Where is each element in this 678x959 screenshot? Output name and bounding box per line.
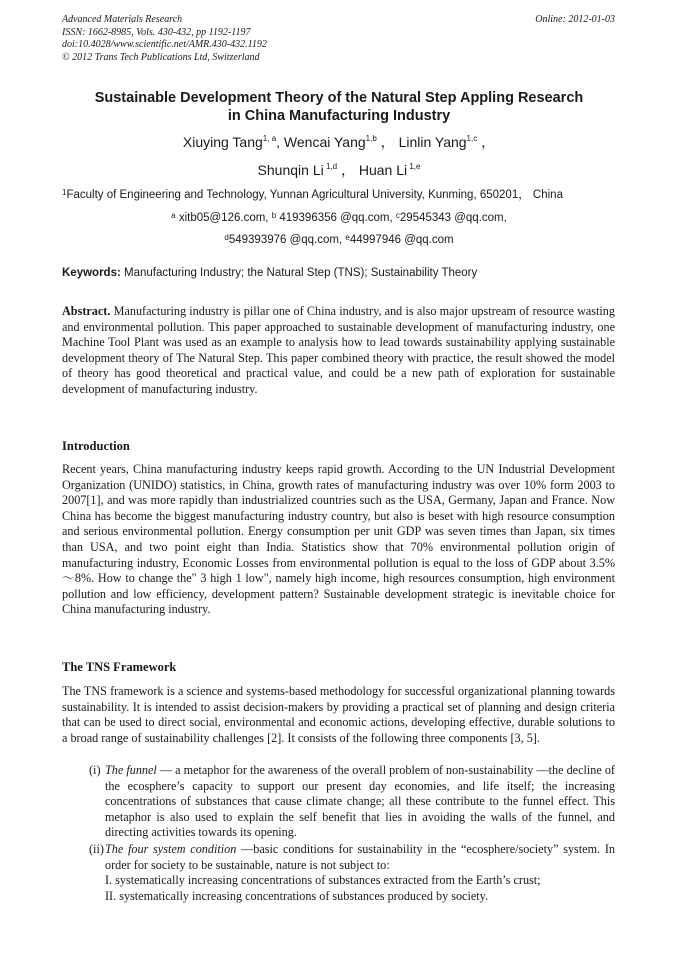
keywords-label: Keywords: bbox=[62, 267, 121, 279]
sub-list-item: I. systematically increasing concentrations of substances extracted from the Earth’s crust; bbox=[105, 873, 541, 887]
affiliation-superscript: 1 bbox=[62, 188, 67, 197]
abstract-label: Abstract. bbox=[62, 304, 111, 318]
title-line-1: Sustainable Development Theory of the Natural Step Appling Research bbox=[94, 90, 584, 106]
title-line-2: in China Manufacturing Industry bbox=[227, 108, 451, 124]
list-item-label: (i) bbox=[89, 763, 101, 777]
introduction-heading: Introduction bbox=[62, 439, 130, 453]
author-superscript: 1,c bbox=[466, 134, 478, 143]
author-separator: ， bbox=[337, 162, 359, 178]
email-address: 549393976 @qq.com, bbox=[228, 234, 346, 246]
tns-heading: The TNS Framework bbox=[62, 660, 177, 674]
author-name: Xiuying Tang bbox=[182, 134, 263, 150]
author-line-2 bbox=[40, 161, 638, 179]
abstract bbox=[62, 304, 615, 398]
email-line-1 bbox=[40, 211, 638, 226]
abstract-text: Manufacturing industry is pillar one of China industry, and is also major upstream of resource wasting and environmental pollution. This paper approached to sustainable development of manufacturing industry, one Machine Tool Plant was used as an example to analysis how to lead towards sustainability applying sustainable development theory of The Natural Step. This paper combined theory with practice, the result showed the model of theory has good theoretical and practical value, and could be a new path of exploration for sustainable development of manufacturing industry. bbox=[62, 304, 615, 396]
tns-text: The TNS framework is a science and systems-based methodology for successful organizational planning towards sustainability. It is intended to assist decision-makers by providing a practical set of planning and design criteria that can be used to direct social, environmental and economic actions, developing effective, durable solutions to a broad range of sustainability challenges [2]. It consists of the following three components [3, 5]. bbox=[62, 684, 615, 745]
keywords bbox=[62, 266, 622, 281]
email-address: 44997946 @qq.com bbox=[349, 234, 454, 246]
list-item-label: (ii) bbox=[89, 842, 104, 856]
author-name: Huan Li bbox=[358, 162, 408, 178]
email-superscript: b bbox=[271, 211, 277, 220]
list-item-text: —basic conditions for sustainability in the “ecosphere/society” system. In order for society to be sustainable, nature is not subject to: bbox=[105, 842, 615, 872]
affiliation bbox=[62, 188, 622, 203]
author-name: Wencai Yang bbox=[283, 134, 366, 150]
email-address: xitb05@126.com, bbox=[175, 212, 272, 224]
author-name: Shunqin Li bbox=[257, 162, 324, 178]
email-superscript: c bbox=[395, 211, 400, 220]
email-address: 419396356 @qq.com, bbox=[276, 212, 396, 224]
list-item-text: — a metaphor for the awareness of the overall problem of non-sustainability —the decline of the ecosphere’s capacity to support our present day economies, and life itself; the increasing concentrations of substances that cause climate change; all these contribute to the funnel effect. This metaphor is also used to explain the self benefit that lies in avoiding the walls of the funnel, and directing activities towards its opening. bbox=[105, 763, 615, 840]
journal-header bbox=[62, 14, 615, 64]
author-superscript: 1,d bbox=[323, 162, 338, 171]
author-separator: , bbox=[276, 134, 284, 150]
author-separator: ， bbox=[477, 134, 496, 150]
list-item bbox=[62, 763, 615, 841]
journal-copyright: © 2012 Trans Tech Publications Ltd, Switzerland bbox=[62, 51, 260, 63]
list-item-term: The four system condition bbox=[105, 842, 237, 856]
author-superscript: 1, a bbox=[262, 134, 277, 143]
author-name: Linlin Yang bbox=[398, 134, 467, 150]
sub-list-item: II. systematically increasing concentrations of substances produced by society. bbox=[105, 889, 488, 903]
list-item-term: The funnel bbox=[105, 763, 157, 777]
introduction-text: Recent years, China manufacturing industry keeps rapid growth. According to the UN Industrial Development Organization (UNIDO) statistics, in China, growth rates of manufacturing industry was over 10% form 2003 to 2007[1], and was more rapidly than industrialized countries such as the USA, Germany, Japan and France. Now China has become the biggest manufacturing industry country, but also is beset with high resource consumption and serious environmental pollution. Energy consumption per unit GDP was seven times than Japan, six times than USA, and two point eight than India. Statistics show that 70% environmental pollution origin of manufacturing industry, Economic Losses from environmental pollution is equal to the loss of GDP about 3.5%～8%. How to change the" 3 high 1 low", namely high income, high resources consumption, high environment pollution and low efficiency, development pattern? Sustainable development strategic is inevitable choice for China manufacturing industry. bbox=[62, 462, 615, 617]
email-line-2 bbox=[40, 233, 638, 248]
list-item bbox=[62, 842, 615, 873]
author-separator: ， bbox=[376, 134, 399, 150]
author-superscript: 1,e bbox=[407, 162, 421, 171]
paper-title bbox=[50, 89, 628, 125]
email-superscript: e bbox=[345, 233, 350, 242]
affiliation-text: Faculty of Engineering and Technology, Yunnan Agricultural University, Kunming, 650201， China bbox=[66, 189, 563, 201]
online-date: Online: 2012-01-03 bbox=[535, 14, 615, 25]
email-superscript: d bbox=[224, 233, 229, 242]
author-superscript: 1,b bbox=[365, 134, 377, 143]
author-line-1 bbox=[40, 133, 638, 151]
journal-name: Advanced Materials Research bbox=[62, 14, 183, 25]
journal-doi: doi:10.4028/www.scientific.net/AMR.430-432.1192 bbox=[62, 39, 267, 50]
journal-issn: ISSN: 1662-8985, Vols. 430-432, pp 1192-1197 bbox=[62, 26, 251, 38]
email-address: 29545343 @qq.com, bbox=[399, 212, 507, 224]
email-superscript: a bbox=[171, 211, 176, 220]
keywords-text: Manufacturing Industry; the Natural Step (TNS); Sustainability Theory bbox=[120, 267, 478, 279]
